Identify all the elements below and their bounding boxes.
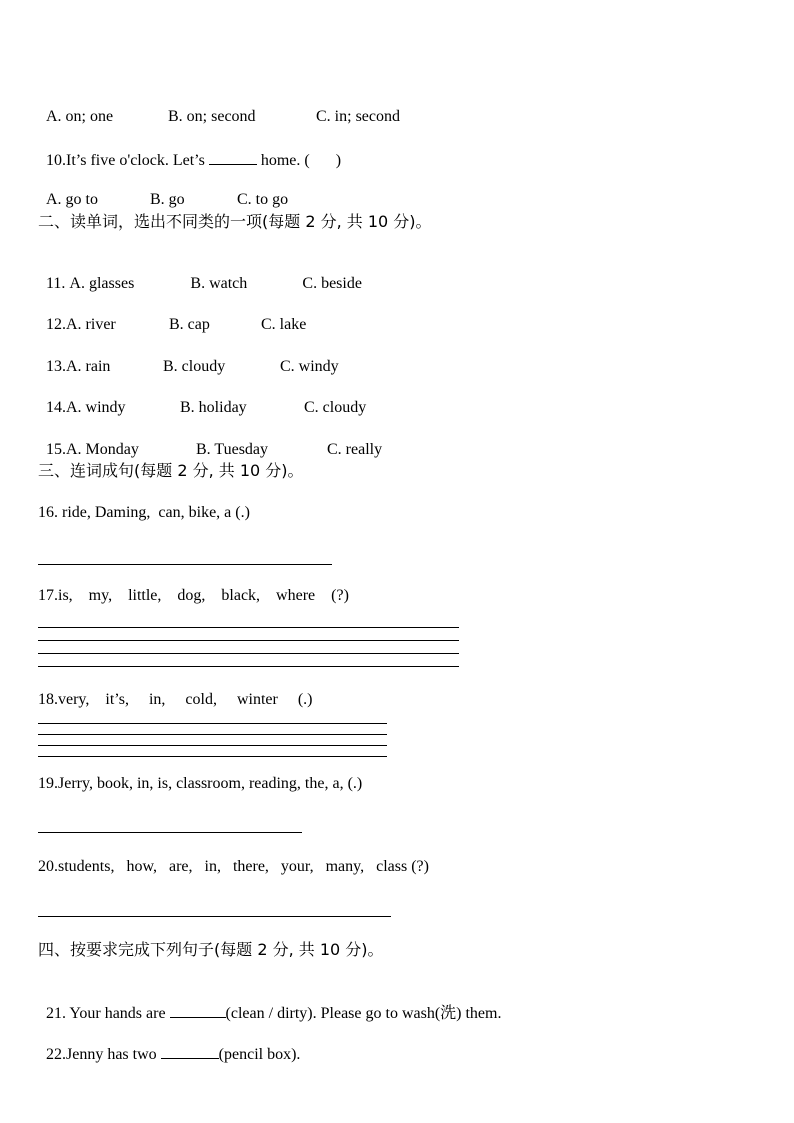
question-number: 11.: [46, 275, 70, 292]
option-9c: C. in; second: [316, 108, 400, 125]
option-b: B. cap: [169, 316, 210, 333]
answer-line[interactable]: [38, 723, 387, 724]
option-c: C. windy: [280, 358, 339, 375]
question-21-suffix: (clean / dirty). Please go to wash(洗) them.: [225, 1005, 502, 1022]
question-19: 19.Jerry, book, in, is, classroom, reading, the, a, (.): [38, 775, 363, 792]
option-10c: C. to go: [237, 191, 289, 208]
question-9-options: [38, 87, 400, 127]
question-18: 18.very, it’s, in, cold, winter (.): [38, 691, 313, 708]
option-b: B. holiday: [180, 399, 247, 416]
answer-blank[interactable]: [209, 149, 257, 165]
option-a: A. Monday: [66, 441, 139, 458]
question-11: [38, 254, 362, 294]
option-9b: B. on; second: [168, 108, 256, 125]
answer-line[interactable]: [38, 564, 332, 565]
option-b: B. Tuesday: [196, 441, 269, 458]
section-4-title: 四、按要求完成下列句子(每题 2 分, 共 10 分)。: [38, 940, 384, 959]
question-number: 15.: [46, 441, 66, 458]
question-10: [38, 129, 341, 171]
option-c: C. cloudy: [304, 399, 367, 416]
answer-line[interactable]: [38, 640, 459, 641]
question-15: [38, 420, 382, 460]
question-10-prefix: 10.It’s five o'clock. Let’s: [46, 152, 209, 169]
question-13: [38, 337, 339, 377]
option-c: C. beside: [302, 275, 362, 292]
question-14: [38, 378, 366, 418]
option-c: C. lake: [261, 316, 307, 333]
option-b: B. watch: [190, 275, 248, 292]
answer-line[interactable]: [38, 756, 387, 757]
question-10-options: [38, 170, 288, 210]
question-17: 17.is, my, little, dog, black, where (?): [38, 587, 349, 604]
option-a: A. glasses: [69, 275, 135, 292]
question-21: [38, 982, 501, 1024]
section-3-title: 三、连词成句(每题 2 分, 共 10 分)。: [38, 461, 304, 480]
answer-line[interactable]: [38, 832, 302, 833]
option-c: C. really: [327, 441, 383, 458]
answer-line[interactable]: [38, 745, 387, 746]
question-22: [38, 1023, 300, 1065]
paren-close: ): [335, 152, 342, 169]
answer-line[interactable]: [38, 627, 459, 628]
option-10a: A. go to: [46, 191, 98, 208]
option-10b: B. go: [150, 191, 185, 208]
question-number: 14.: [46, 399, 66, 416]
question-10-suffix: home. (: [256, 152, 310, 169]
answer-line[interactable]: [38, 666, 459, 667]
option-b: B. cloudy: [163, 358, 226, 375]
option-a: A. windy: [66, 399, 126, 416]
question-number: 12.: [46, 316, 66, 333]
answer-line[interactable]: [38, 734, 387, 735]
question-12: [38, 295, 306, 335]
option-9a: A. on; one: [46, 108, 114, 125]
answer-line[interactable]: [38, 916, 391, 917]
answer-line[interactable]: [38, 653, 459, 654]
question-number: 13.: [46, 358, 66, 375]
option-a: A. river: [66, 316, 116, 333]
question-21-prefix: 21. Your hands are: [46, 1005, 170, 1022]
answer-blank[interactable]: [170, 1002, 226, 1018]
question-22-suffix: (pencil box).: [218, 1046, 301, 1063]
option-a: A. rain: [66, 358, 111, 375]
answer-blank[interactable]: [161, 1043, 219, 1059]
question-20: 20.students, how, are, in, there, your, many, class (?): [38, 858, 429, 875]
section-2-title: 二、读单词，选出不同类的一项(每题 2 分, 共 10 分)。: [38, 212, 432, 231]
question-16: 16. ride, Daming, can, bike, a (.): [38, 504, 250, 521]
question-22-prefix: 22.Jenny has two: [46, 1046, 161, 1063]
